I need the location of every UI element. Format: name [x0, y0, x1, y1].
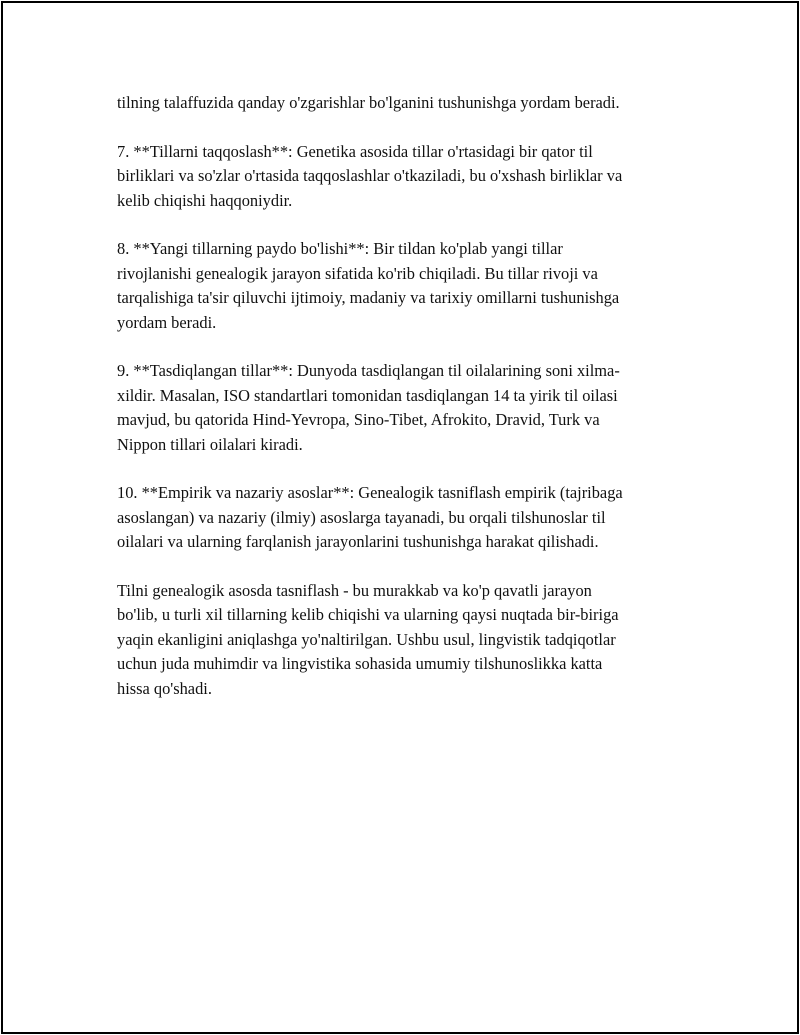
text-line: 8. **Yangi tillarning paydo bo'lishi**: Bir tildan ko'plab yangi tillar: [117, 239, 563, 259]
paragraph-item-7: [117, 140, 697, 213]
text-line: Tilni genealogik asosda tasniflash - bu murakkab va ko'p qavatli jarayon: [117, 581, 592, 601]
paragraph-conclusion: [117, 579, 697, 701]
text-line: yordam beradi.: [117, 312, 217, 332]
text-line: tilning talaffuzida qanday o'zgarishlar bo'lganini tushunishga yordam beradi.: [117, 93, 620, 112]
text-line: xildir. Masalan, ISO standartlari tomonidan tasdiqlangan 14 ta yirik til oilasi: [117, 385, 618, 405]
text-line: asoslangan) va nazariy (ilmiy) asoslarga tayanadi, bu orqali tilshunoslar til: [117, 507, 606, 527]
text-line: 9. **Tasdiqlangan tillar**: Dunyoda tasdiqlangan til oilalarining soni xilma-: [117, 361, 620, 381]
text-line: rivojlanishi genealogik jarayon sifatida ko'rib chiqiladi. Bu tillar rivoji va: [117, 263, 598, 283]
text-line: kelib chiqishi haqqoniydir.: [117, 190, 293, 210]
text-line: bo'lib, u turli xil tillarning kelib chiqishi va ularning qaysi nuqtada bir-biriga: [117, 605, 619, 625]
text-line: Nippon tillari oilalari kiradi.: [117, 434, 303, 454]
paragraph-item-9: [117, 359, 697, 457]
text-line: tarqalishiga ta'sir qiluvchi ijtimoiy, madaniy va tarixiy omillarni tushunishga: [117, 288, 620, 308]
text-line: 10. **Empirik va nazariy asoslar**: Genealogik tasniflash empirik (tajribaga: [117, 483, 623, 503]
document-body: [117, 91, 697, 725]
text-line: uchun juda muhimdir va lingvistika sohasida umumiy tilshunoslikka katta: [117, 654, 603, 674]
text-line: 7. **Tillarni taqqoslash**: Genetika asosida tillar o'rtasidagi bir qator til: [117, 141, 593, 161]
text-line: oilalari va ularning farqlanish jarayonlarini tushunishga harakat qilishadi.: [117, 532, 599, 552]
paragraph-item-8: [117, 237, 697, 335]
text-line: birliklari va so'zlar o'rtasida taqqoslashlar o'tkaziladi, bu o'xshash birliklar va: [117, 166, 623, 186]
paragraph-continuation: [117, 91, 697, 115]
text-line: mavjud, bu qatorida Hind-Yevropa, Sino-Tibet, Afrokito, Dravid, Turk va: [117, 410, 600, 430]
text-line: yaqin ekanligini aniqlashga yo'naltirilgan. Ushbu usul, lingvistik tadqiqotlar: [117, 629, 616, 649]
paragraph-item-10: [117, 481, 697, 554]
text-line: hissa qo'shadi.: [117, 678, 212, 698]
